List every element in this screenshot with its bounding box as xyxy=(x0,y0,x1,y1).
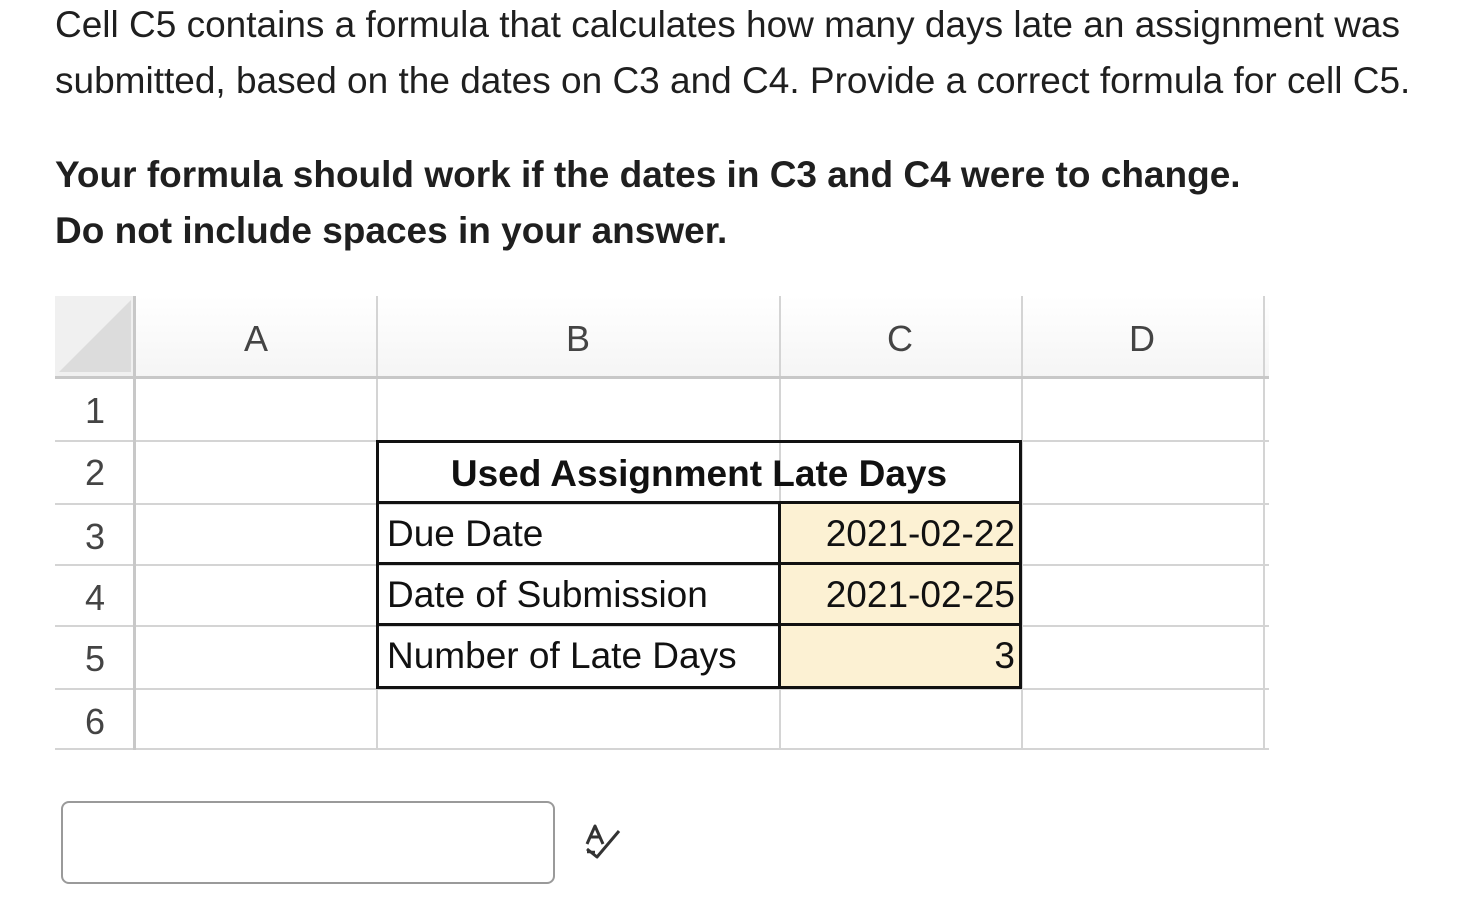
row-header-1: 1 xyxy=(84,390,106,431)
grid-line xyxy=(55,748,1269,750)
cell-c4: 2021-02-25 xyxy=(778,562,1022,626)
column-header-a: A xyxy=(243,318,268,359)
corner-triangle-icon xyxy=(59,300,131,372)
answer-input[interactable] xyxy=(61,801,555,884)
cell-b5: Number of Late Days xyxy=(376,623,781,689)
instruction-line-2: Do not include spaces in your answer. xyxy=(55,210,728,251)
spreadsheet-image xyxy=(55,296,1269,750)
spellcheck-icon[interactable] xyxy=(583,822,623,862)
question-line-2: submitted, based on the dates on C3 and C4. Provide a correct formula for cell C5. xyxy=(55,60,1411,101)
column-header-b: B xyxy=(565,318,590,359)
row-header-4: 4 xyxy=(84,577,106,618)
cell-b3: Due Date xyxy=(376,501,781,565)
column-header-d: D xyxy=(1129,318,1155,359)
cell-c5: 3 xyxy=(778,623,1022,689)
column-header-c: C xyxy=(887,318,913,359)
cell-b4: Date of Submission xyxy=(376,562,781,626)
table-title-cell: Used Assignment Late Days xyxy=(376,440,1022,504)
select-all-corner xyxy=(55,296,135,378)
instruction-line-1: Your formula should work if the dates in C3 and C4 were to change. xyxy=(55,154,1241,195)
question-line-1: Cell C5 contains a formula that calculates how many days late an assignment was xyxy=(55,4,1401,45)
row-header-separator xyxy=(133,296,136,750)
row-header-3: 3 xyxy=(84,516,106,557)
row-header-5: 5 xyxy=(84,638,106,679)
row-header-6: 6 xyxy=(84,701,106,742)
column-header-separator xyxy=(55,376,1269,379)
row-header-2: 2 xyxy=(84,452,106,493)
cell-c3: 2021-02-22 xyxy=(778,501,1022,565)
grid-line xyxy=(1263,296,1265,750)
